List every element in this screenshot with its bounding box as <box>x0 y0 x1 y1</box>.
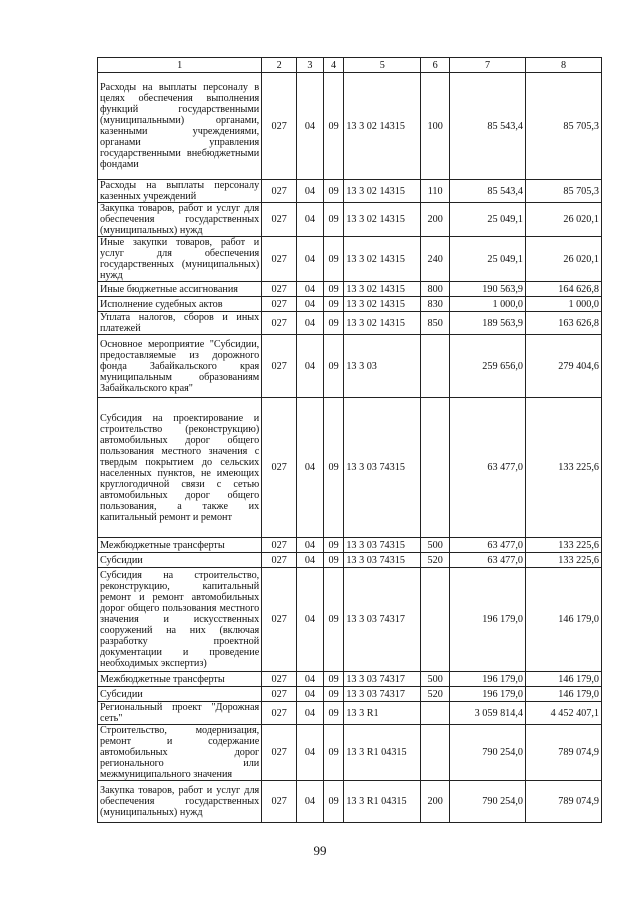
column-header: 1 <box>98 58 262 73</box>
subsection-code-cell: 09 <box>323 568 344 672</box>
subsection-code-cell: 09 <box>323 180 344 203</box>
row-name-cell: Субсидия на строительство, реконструкцию, капитальный ремонт и ремонт автомобильных дорог общего пользования местного значения и искусственных сооружений на них (включая разработку проектной документации и проведение необходимых экспертиз) <box>98 568 262 672</box>
ministry-code-cell: 027 <box>262 568 297 672</box>
amount-year1-cell: 196 179,0 <box>450 687 526 702</box>
table-row <box>98 553 602 568</box>
target-article-cell: 13 3 02 14315 <box>344 180 421 203</box>
row-name-cell: Иные бюджетные ассигнования <box>98 282 262 297</box>
amount-year2-cell: 146 179,0 <box>526 687 602 702</box>
section-code-cell: 04 <box>297 725 324 781</box>
table-row <box>98 687 602 702</box>
target-article-cell: 13 3 02 14315 <box>344 237 421 282</box>
table-row <box>98 282 602 297</box>
amount-year2-cell: 164 626,8 <box>526 282 602 297</box>
target-article-cell: 13 3 02 14315 <box>344 297 421 312</box>
amount-year2-cell: 26 020,1 <box>526 203 602 237</box>
amount-year1-cell: 196 179,0 <box>450 568 526 672</box>
column-header: 2 <box>262 58 297 73</box>
row-name-cell: Закупка товаров, работ и услуг для обеспечения государственных (муниципальных) нужд <box>98 203 262 237</box>
amount-year2-cell: 1 000,0 <box>526 297 602 312</box>
ministry-code-cell: 027 <box>262 312 297 335</box>
subsection-code-cell: 09 <box>323 672 344 687</box>
column-header: 6 <box>421 58 450 73</box>
amount-year1-cell: 25 049,1 <box>450 237 526 282</box>
expense-type-cell: 830 <box>421 297 450 312</box>
expense-type-cell <box>421 568 450 672</box>
ministry-code-cell: 027 <box>262 702 297 725</box>
subsection-code-cell: 09 <box>323 553 344 568</box>
section-code-cell: 04 <box>297 781 324 823</box>
amount-year2-cell: 85 705,3 <box>526 180 602 203</box>
subsection-code-cell: 09 <box>323 538 344 553</box>
subsection-code-cell: 09 <box>323 312 344 335</box>
amount-year2-cell: 133 225,6 <box>526 553 602 568</box>
row-name-cell: Расходы на выплаты персоналу в целях обеспечения выполнения функций государственными (муниципальными) органами, казенными учреждениями, органами управления государственными внебюджетными фондами <box>98 73 262 180</box>
target-article-cell: 13 3 R1 <box>344 702 421 725</box>
section-code-cell: 04 <box>297 180 324 203</box>
row-name-cell: Субсидия на проектирование и строительство (реконструкцию) автомобильных дорог общего пользования местного значения с твердым покрытием до сельских населенных пунктов, не имеющих круглогодичной связи с сетью автомобильных дорог общего пользования, а также их капитальный ремонт и ремонт <box>98 398 262 538</box>
row-name-cell: Основное мероприятие "Субсидии, предоставляемые из дорожного фонда Забайкальского края муниципальным образованиям Забайкальского края" <box>98 335 262 398</box>
amount-year1-cell: 190 563,9 <box>450 282 526 297</box>
subsection-code-cell: 09 <box>323 687 344 702</box>
expense-type-cell: 200 <box>421 781 450 823</box>
expense-type-cell: 200 <box>421 203 450 237</box>
ministry-code-cell: 027 <box>262 687 297 702</box>
target-article-cell: 13 3 02 14315 <box>344 312 421 335</box>
row-name-cell: Уплата налогов, сборов и иных платежей <box>98 312 262 335</box>
amount-year2-cell: 133 225,6 <box>526 538 602 553</box>
header-row <box>98 58 602 73</box>
table-row <box>98 781 602 823</box>
ministry-code-cell: 027 <box>262 282 297 297</box>
expense-type-cell <box>421 725 450 781</box>
target-article-cell: 13 3 R1 04315 <box>344 781 421 823</box>
ministry-code-cell: 027 <box>262 725 297 781</box>
column-header: 3 <box>297 58 324 73</box>
table-row <box>98 73 602 180</box>
amount-year2-cell: 146 179,0 <box>526 672 602 687</box>
table-row <box>98 568 602 672</box>
amount-year2-cell: 163 626,8 <box>526 312 602 335</box>
target-article-cell: 13 3 02 14315 <box>344 203 421 237</box>
subsection-code-cell: 09 <box>323 398 344 538</box>
table-row <box>98 702 602 725</box>
section-code-cell: 04 <box>297 312 324 335</box>
amount-year2-cell: 85 705,3 <box>526 73 602 180</box>
amount-year1-cell: 790 254,0 <box>450 725 526 781</box>
ministry-code-cell: 027 <box>262 781 297 823</box>
expense-type-cell: 100 <box>421 73 450 180</box>
row-name-cell: Субсидии <box>98 553 262 568</box>
amount-year2-cell: 279 404,6 <box>526 335 602 398</box>
row-name-cell: Иные закупки товаров, работ и услуг для обеспечения государственных (муниципальных) нужд <box>98 237 262 282</box>
section-code-cell: 04 <box>297 538 324 553</box>
row-name-cell: Строительство, модернизация, ремонт и содержание автомобильных дорог регионального или межмуниципального значения <box>98 725 262 781</box>
subsection-code-cell: 09 <box>323 73 344 180</box>
section-code-cell: 04 <box>297 297 324 312</box>
subsection-code-cell: 09 <box>323 725 344 781</box>
table-row <box>98 538 602 553</box>
subsection-code-cell: 09 <box>323 203 344 237</box>
amount-year1-cell: 85 543,4 <box>450 180 526 203</box>
amount-year2-cell: 26 020,1 <box>526 237 602 282</box>
amount-year2-cell: 789 074,9 <box>526 725 602 781</box>
section-code-cell: 04 <box>297 672 324 687</box>
section-code-cell: 04 <box>297 73 324 180</box>
amount-year1-cell: 790 254,0 <box>450 781 526 823</box>
section-code-cell: 04 <box>297 237 324 282</box>
ministry-code-cell: 027 <box>262 237 297 282</box>
section-code-cell: 04 <box>297 398 324 538</box>
target-article-cell: 13 3 02 14315 <box>344 73 421 180</box>
column-header: 8 <box>526 58 602 73</box>
ministry-code-cell: 027 <box>262 297 297 312</box>
expense-type-cell: 240 <box>421 237 450 282</box>
amount-year2-cell: 789 074,9 <box>526 781 602 823</box>
amount-year1-cell: 63 477,0 <box>450 538 526 553</box>
expense-type-cell: 800 <box>421 282 450 297</box>
expense-type-cell: 520 <box>421 687 450 702</box>
table-row <box>98 672 602 687</box>
row-name-cell: Межбюджетные трансферты <box>98 672 262 687</box>
amount-year1-cell: 63 477,0 <box>450 398 526 538</box>
amount-year1-cell: 63 477,0 <box>450 553 526 568</box>
expense-type-cell: 500 <box>421 538 450 553</box>
expense-type-cell <box>421 335 450 398</box>
amount-year1-cell: 259 656,0 <box>450 335 526 398</box>
target-article-cell: 13 3 02 14315 <box>344 282 421 297</box>
section-code-cell: 04 <box>297 702 324 725</box>
row-name-cell: Расходы на выплаты персоналу казенных учреждений <box>98 180 262 203</box>
amount-year1-cell: 1 000,0 <box>450 297 526 312</box>
section-code-cell: 04 <box>297 687 324 702</box>
target-article-cell: 13 3 03 74317 <box>344 672 421 687</box>
target-article-cell: 13 3 03 74315 <box>344 553 421 568</box>
amount-year2-cell: 4 452 407,1 <box>526 702 602 725</box>
table-body <box>98 73 602 823</box>
table-row <box>98 203 602 237</box>
target-article-cell: 13 3 03 74315 <box>344 538 421 553</box>
subsection-code-cell: 09 <box>323 237 344 282</box>
row-name-cell: Региональный проект "Дорожная сеть" <box>98 702 262 725</box>
ministry-code-cell: 027 <box>262 203 297 237</box>
amount-year2-cell: 133 225,6 <box>526 398 602 538</box>
target-article-cell: 13 3 03 74317 <box>344 687 421 702</box>
table-row <box>98 180 602 203</box>
ministry-code-cell: 027 <box>262 335 297 398</box>
page-number: 99 <box>313 843 327 858</box>
subsection-code-cell: 09 <box>323 335 344 398</box>
table-row <box>98 335 602 398</box>
section-code-cell: 04 <box>297 335 324 398</box>
expense-type-cell: 110 <box>421 180 450 203</box>
subsection-code-cell: 09 <box>323 297 344 312</box>
subsection-code-cell: 09 <box>323 282 344 297</box>
section-code-cell: 04 <box>297 282 324 297</box>
expense-type-cell: 500 <box>421 672 450 687</box>
section-code-cell: 04 <box>297 553 324 568</box>
row-name-cell: Межбюджетные трансферты <box>98 538 262 553</box>
expense-type-cell <box>421 398 450 538</box>
amount-year1-cell: 189 563,9 <box>450 312 526 335</box>
table-row <box>98 237 602 282</box>
amount-year1-cell: 85 543,4 <box>450 73 526 180</box>
amount-year1-cell: 25 049,1 <box>450 203 526 237</box>
ministry-code-cell: 027 <box>262 538 297 553</box>
subsection-code-cell: 09 <box>323 702 344 725</box>
target-article-cell: 13 3 R1 04315 <box>344 725 421 781</box>
table-row <box>98 312 602 335</box>
target-article-cell: 13 3 03 <box>344 335 421 398</box>
expense-type-cell: 850 <box>421 312 450 335</box>
amount-year1-cell: 196 179,0 <box>450 672 526 687</box>
ministry-code-cell: 027 <box>262 672 297 687</box>
budget-table <box>97 57 602 823</box>
row-name-cell: Исполнение судебных актов <box>98 297 262 312</box>
ministry-code-cell: 027 <box>262 180 297 203</box>
column-header: 5 <box>344 58 421 73</box>
amount-year1-cell: 3 059 814,4 <box>450 702 526 725</box>
ministry-code-cell: 027 <box>262 553 297 568</box>
table-row <box>98 297 602 312</box>
target-article-cell: 13 3 03 74315 <box>344 398 421 538</box>
section-code-cell: 04 <box>297 203 324 237</box>
ministry-code-cell: 027 <box>262 73 297 180</box>
column-header: 4 <box>323 58 344 73</box>
row-name-cell: Субсидии <box>98 687 262 702</box>
column-header: 7 <box>450 58 526 73</box>
subsection-code-cell: 09 <box>323 781 344 823</box>
section-code-cell: 04 <box>297 568 324 672</box>
row-name-cell: Закупка товаров, работ и услуг для обеспечения государственных (муниципальных) нужд <box>98 781 262 823</box>
expense-type-cell: 520 <box>421 553 450 568</box>
ministry-code-cell: 027 <box>262 398 297 538</box>
table-row <box>98 725 602 781</box>
target-article-cell: 13 3 03 74317 <box>344 568 421 672</box>
expense-type-cell <box>421 702 450 725</box>
amount-year2-cell: 146 179,0 <box>526 568 602 672</box>
table-row <box>98 398 602 538</box>
